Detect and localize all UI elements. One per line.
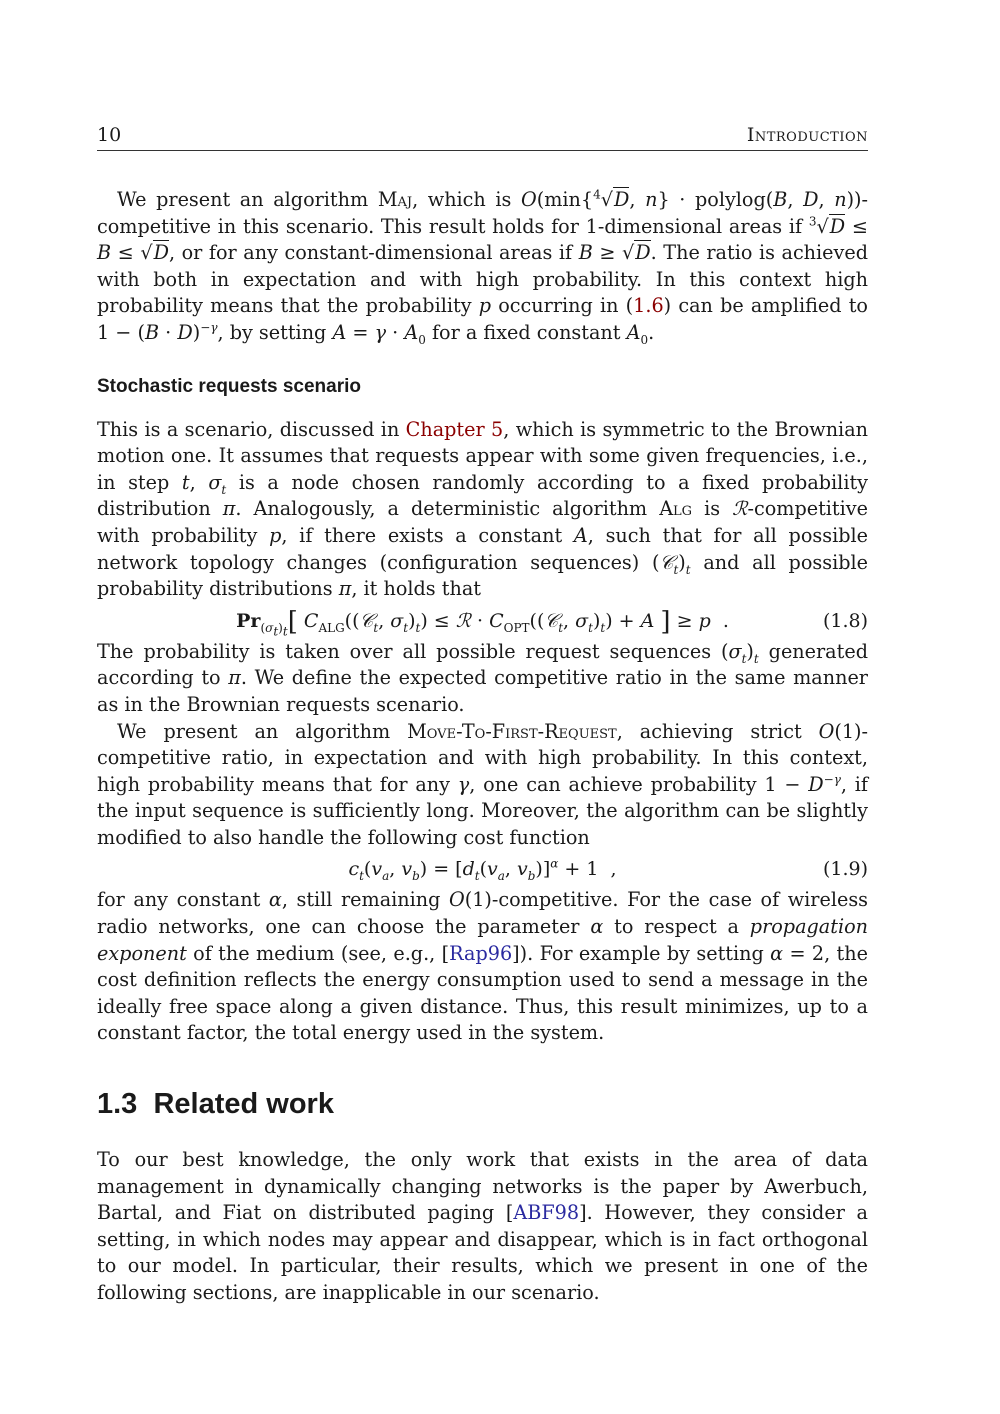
paragraph-maj-result: We present an algorithm Maj, which is O(min{$^4$√D, n} · polylog(B, D, n))-competitive in this scenario. This result holds for 1-dimensional areas if $^3$√D ≤ B ≤ √D, or for any constant-dimensional areas if B ≥ √D. The ratio is achieved with both in expectation and with high probability. In this context high probability means that the probability p occurring in (1.6) can be amplified to $1 - (B \cdot D)^{-\gamma}$, by setting $A = \gamma \cdot A_0$ for a fixed constant $A_0$. [97, 187, 869, 347]
alg-name-mtfr: Move-To-First-Request [407, 719, 617, 743]
page-number: 10 [97, 124, 122, 146]
page-content [97, 120, 868, 1307]
equation-1-9: $c_t(v_a$, $v_b) = [d_t(v_a$, $v_b)]^\alpha + 1$ , (1.9) [97, 851, 868, 887]
ref-chapter-5[interactable]: Chapter 5 [405, 417, 504, 441]
subsection-title: Stochastic requests scenario [97, 375, 361, 397]
paragraph-mtfr-result: We present an algorithm Move-To-First-Request, achieving strict O(1)-competitive ratio, in expectation and with high probability. In this context, high probability means that for any γ, one can achieve probability $1 - D^{-\gamma}$, if the input sequence is sufficiently long. Moreover, the algorithm can be slightly modified to also handle the following cost function [97, 719, 869, 849]
paragraph-related-work: To our best knowledge, the only work that exists in the area of data management in dynamically changing networks is the paper by Awerbuch, Bartal, and Fiat on distributed paging [ABF98]. However, they consider a setting, in which nodes may appear and disappear, which is in fact orthogonal to our model. In particular, their results, which we present in one of the following sections, are inapplicable in our scenario. [97, 1148, 869, 1304]
equation-1-8: $Pr_{(\sigma_t)_t}$[ $C_{ALG}((𝒞_t$, $\sigma_t)_t$) ≤ ℛ · $C_{OPT}((𝒞_t$, $\sigma_t)_t) + A$ ] ≥ p . (1.8) [97, 603, 868, 639]
paragraph-cost-function: for any constant α, still remaining O(1)-competitive. For the case of wireless radio networks, one can choose the parameter α to respect a propagation exponent of the medium (see, e.g., [Rap96]). For example by setting α = 2, the cost definition reflects the energy consumption used to send a message in the ideally free space along a given distance. Thus, this result minimizes, up to a constant factor, the total energy used in the system. [97, 888, 869, 1045]
alg-name-maj: Maj [377, 188, 413, 211]
equation-number-1-8: (1.8) [822, 609, 868, 632]
section-number: 1.3 [97, 1088, 138, 1121]
ref-abf98[interactable]: ABF98 [513, 1201, 580, 1225]
ref-eq-1-6[interactable]: 1.6 [633, 294, 664, 318]
ref-rap96[interactable]: Rap96 [449, 941, 513, 965]
alg-name-alg: Alg [659, 497, 693, 521]
equation-number-1-9: (1.9) [822, 858, 868, 881]
section-title [97, 1087, 868, 1121]
running-title: Introduction [746, 124, 868, 146]
paragraph-probability: The probability is taken over all possible request sequences $(\sigma_t)_t$ generated according to π. We define the expected competitive ratio in the same manner as in the Brownian requests scenario. [97, 639, 868, 716]
section-heading: Related work [153, 1088, 334, 1121]
paragraph-stochastic-intro: This is a scenario, discussed in Chapter 5, which is symmetric to the Brownian motion one. It assumes that requests appear with some given frequencies, i.e., in step t, $\sigma_t$ is a node chosen randomly according to a fixed probability distribution π. Analogously, a deterministic algorithm Alg is ℛ-competitive with probability p, if there exists a constant A, such that for all possible network topology changes (configuration sequences) $(𝒞_t)_t$ and all possible probability distributions π, it holds that [97, 417, 869, 601]
running-header [97, 120, 868, 151]
